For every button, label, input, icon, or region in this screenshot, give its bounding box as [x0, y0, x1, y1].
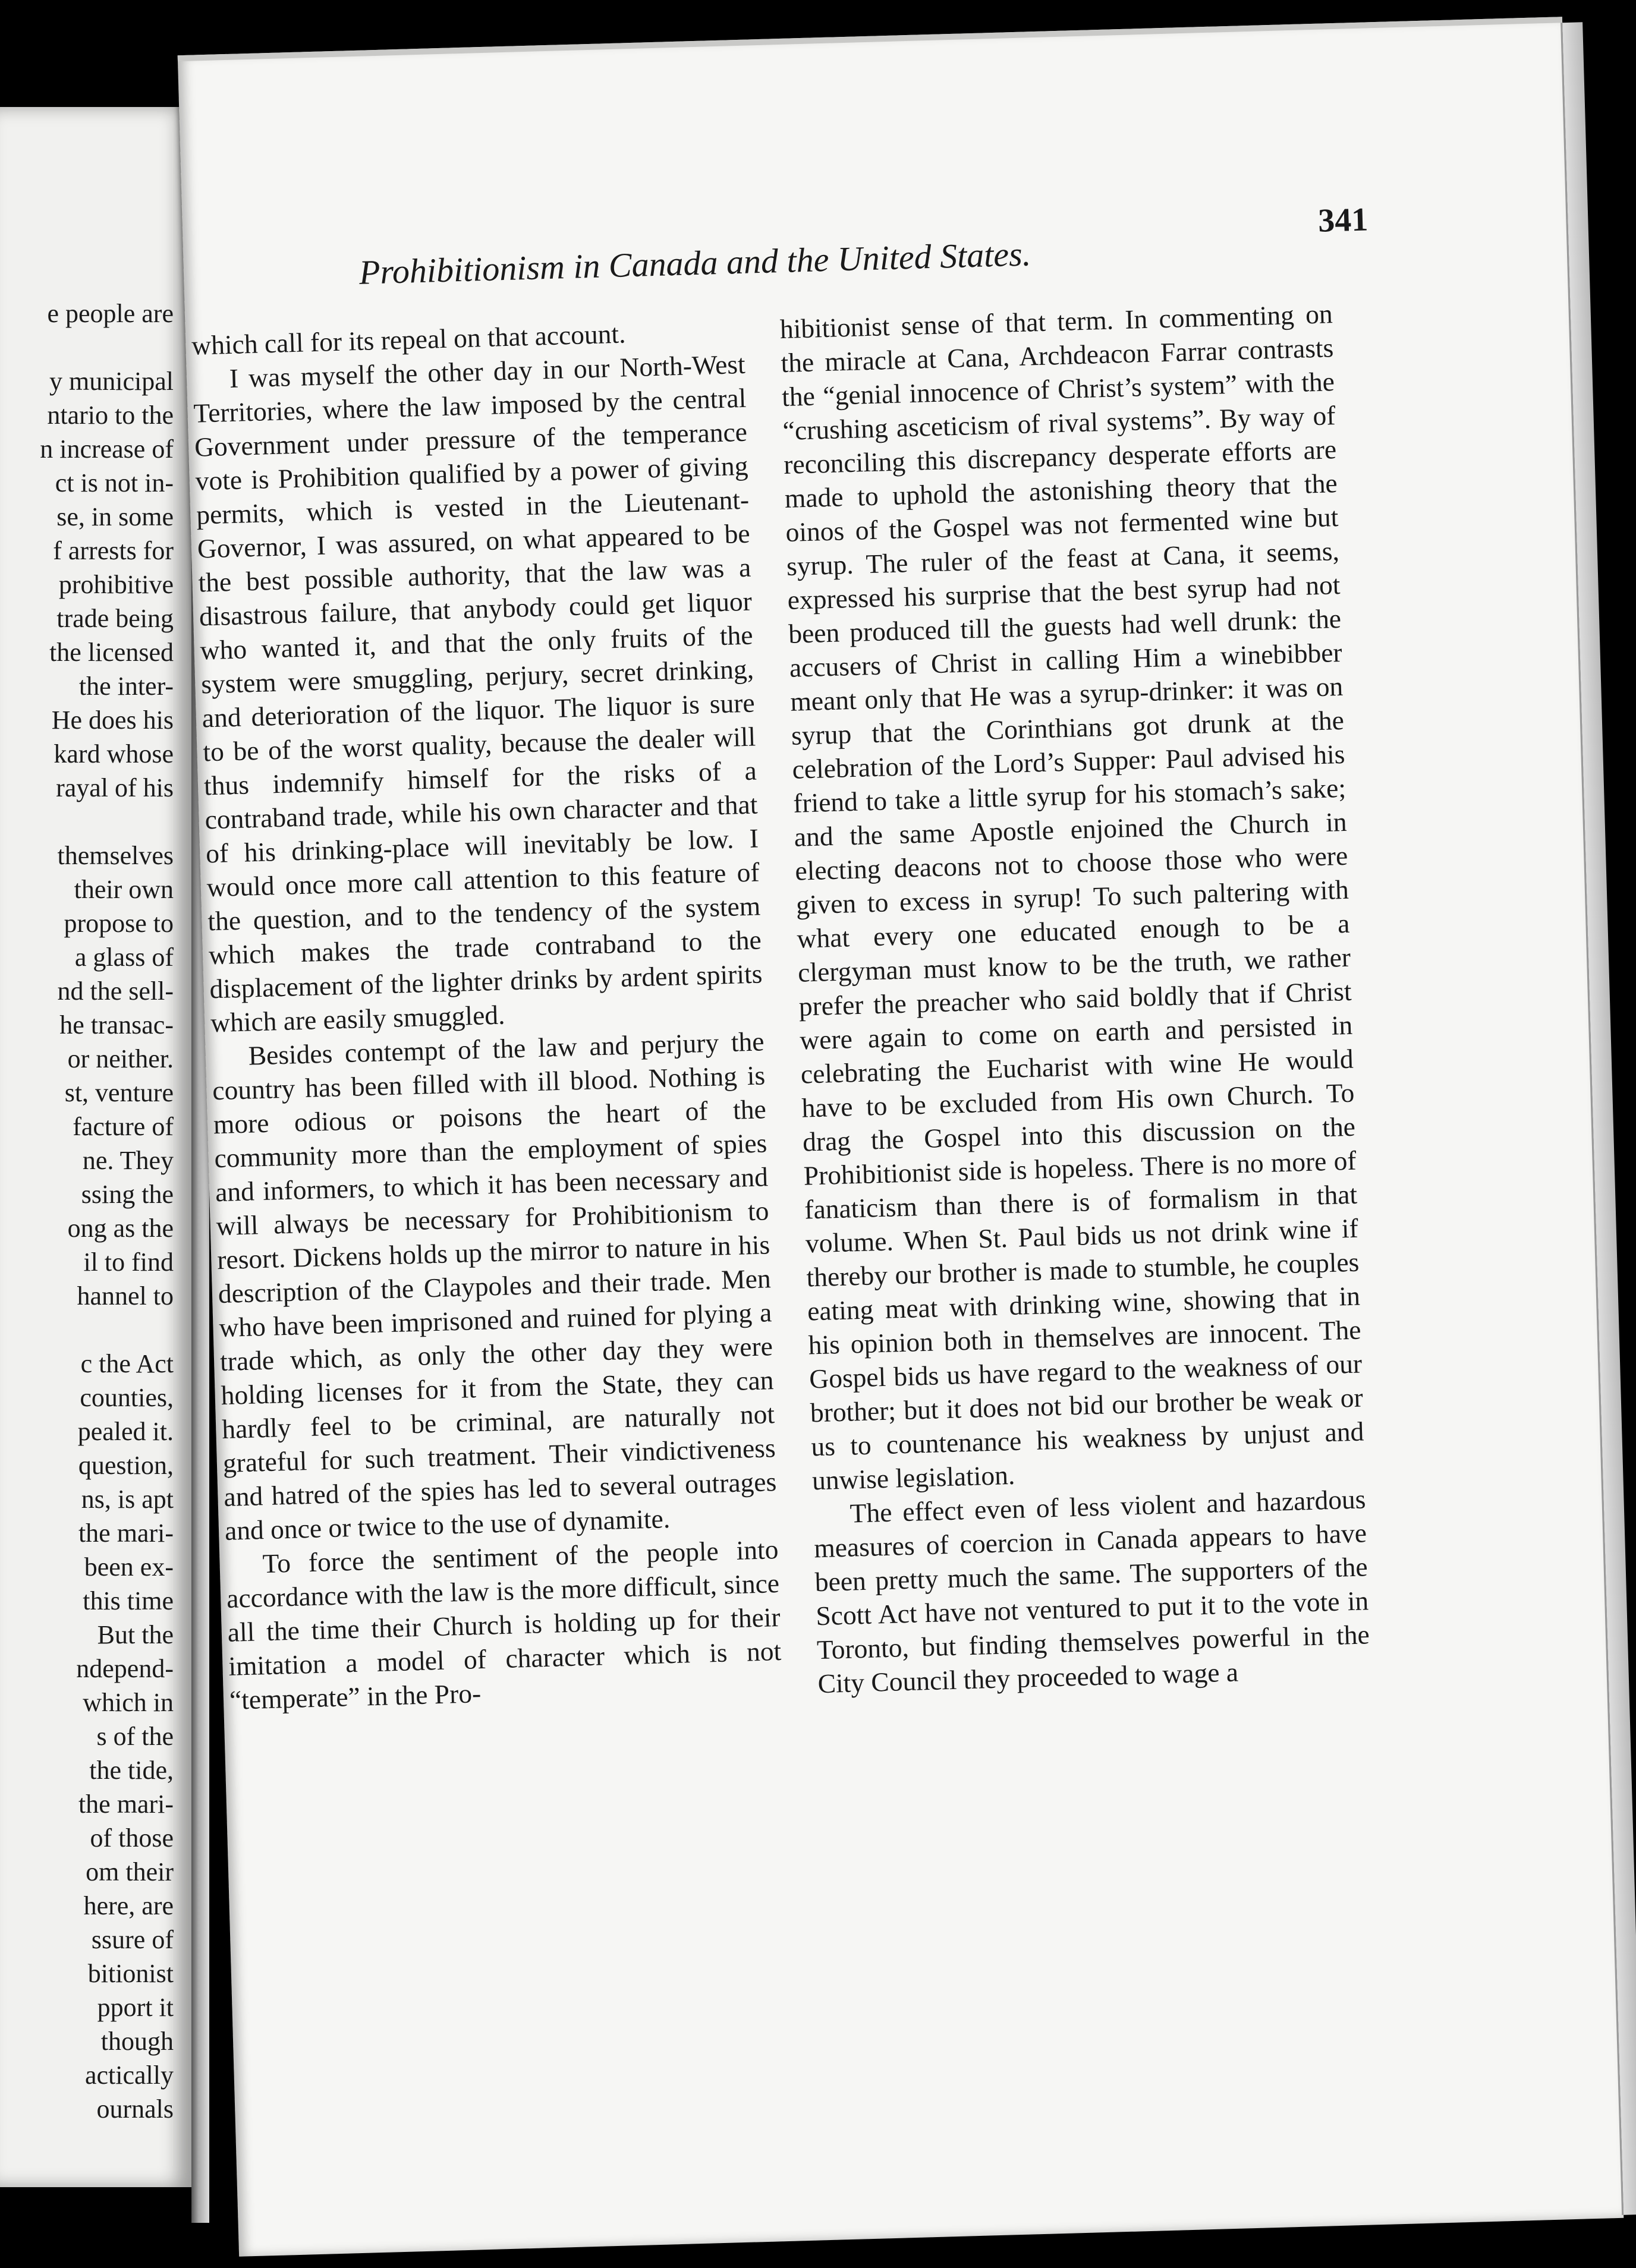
- paragraph: which call for its repeal on that account.: [191, 318, 627, 361]
- text-column-right: [779, 297, 1371, 1700]
- fragment-line: pealed it.: [77, 1417, 174, 1446]
- fragment-line: kard whose: [54, 739, 174, 768]
- page-edge: [1561, 22, 1636, 2215]
- fragment-line: the mari-: [78, 1519, 174, 1548]
- fragment-line: or neither.: [67, 1044, 174, 1073]
- fragment-line: s of the: [96, 1722, 174, 1751]
- fragment-line: question,: [78, 1451, 174, 1480]
- fragment-line: counties,: [80, 1383, 174, 1412]
- fragment-line: of those: [90, 1823, 174, 1853]
- page-top-edge: [178, 17, 1562, 61]
- fragment-line: y municipal: [49, 367, 174, 396]
- paragraph: The effect even of less violent and hazardous measures of coercion in Canada appears to have been pretty much the same. The supporters of the Scott Act have not ventured to put it to the vote in Toronto, but finding themselves powerful in the City Council they proceeded to wage a: [813, 1483, 1370, 1699]
- paragraph: Besides contempt of the law and perjury the country has been filled with ill blood. Nothing is more odious or poisons the heart of the community more than the employment of spies and informers, to which it has been necessary and will always be necessary for Prohibitionism to resort. Dickens holds up the mirror to nature in his description of the Claypoles and their trade. Men who have been imprisoned and ruined for plying a trade which, as only the other day they were holding licenses for it from the State, they can hardly feel to be criminal, are naturally not grateful for such treatment. Their vindictiveness and hatred of the spies has led to several outrages and once or twice to the use of dynamite.: [212, 1026, 777, 1546]
- fragment-line: ndepend-: [76, 1654, 174, 1683]
- text-column-left: [191, 313, 783, 1717]
- fragment-line: se, in some: [56, 502, 174, 531]
- fragment-line: this time: [83, 1586, 174, 1615]
- paragraph: I was myself the other day in our North-West Territories, where the law imposed by the central Government under pressure of the temperance vote is Prohibition qualified by a power of giving permits, which is vested in the Lieutenant-Governor, I was assured, on what appeared to be the best possible authority, that the law was a disastrous failure, that anybody could get liquor who wanted it, and that the only fruits of the system were smuggling, perjury, secret drinking, and deterioration of the liquor. The liquor is sure to be of the worst quality, because the dealer will thus indemnify himself for the risks of a contraband trade, while his own character and that of his drinking-place will inevitably be low. I would once more call attention to this feature of the question, and to the tendency of the system which makes the trade contraband to the displacement of the lighter drinks by ardent spirits which are easily smuggled.: [193, 348, 763, 1038]
- fragment-line: ong as the: [67, 1214, 174, 1243]
- running-head: Prohibitionism in Canada and the United States.: [358, 234, 1031, 292]
- fragment-line: ne. They: [82, 1146, 174, 1175]
- fragment-line: ssure of: [91, 1925, 174, 1954]
- fragment-line: which in: [83, 1688, 174, 1717]
- fragment-line: il to find: [83, 1248, 174, 1277]
- fragment-line: ssing the: [81, 1180, 174, 1209]
- paragraph: hibitionist sense of that term. In commenting on the miracle at Cana, Archdeacon Farrar contrasts the “genial innocence of Christ’s system” with the “crushing asceticism of rival systems”. By way of reconciling this discrepancy desperate efforts are made to uphold the astonishing theory that the oinos of the Gospel was not fermented wine but syrup. The ruler of the feast at Cana, it seems, expressed his surprise that the best syrup had not been produced till the guests had well drunk: the accusers of Christ in calling Him a winebibber meant only that He was a syrup-drinker: it was on syrup that the Corinthians got drunk at the celebration of the Lord’s Supper: Paul advised his friend to take a little syrup for his stomach’s sake; and the same Apostle enjoined the Church in electing deacons not to choose those who were given to excess in syrup! To such paltering with what every one educated enough to be a clergyman must know to be the truth, we rather prefer the preacher who said boldly that if Christ were again to come on earth and persisted in celebrating the Eucharist with wine He would have to be excluded from His own Church. To drag the Gospel into this discussion on the Prohibitionist side is hopeless. There is no more of fanaticism than there is of formalism in that volume. When St. Paul bids us not drink wine if thereby our brother is made to stumble, he couples eating meat with drinking wine, showing that in his opinion both in themselves are innocent. The Gospel bids us have regard to the weakness of our brother; but it does not bid our brother be weak or us to countenance his weakness by unjust and unwise legislation.: [779, 298, 1364, 1496]
- fragment-line: actically: [84, 2061, 174, 2090]
- fragment-line: their own: [74, 875, 174, 904]
- fragment-line: propose to: [64, 909, 174, 938]
- fragment-line: nd the sell-: [57, 976, 174, 1006]
- fragment-line: st, venture: [64, 1078, 174, 1107]
- fragment-line: been ex-: [84, 1552, 174, 1582]
- fragment-line: f arrests for: [53, 536, 174, 565]
- fragment-line: the mari-: [78, 1790, 174, 1819]
- fragment-line: the inter-: [78, 672, 174, 701]
- fragment-line: hannel to: [77, 1281, 174, 1311]
- fragment-line: n increase of: [40, 434, 174, 464]
- fragment-line: a glass of: [74, 943, 174, 972]
- paragraph: To force the sentiment of the people into accordance with the law is the more difficult, since all the time their Church is holding up for their imitation a model of character which is not “temperate” in the Pro-: [226, 1534, 782, 1715]
- fragment-line: facture of: [73, 1112, 174, 1141]
- fragment-line: ntario to the: [47, 401, 174, 430]
- book-page: [178, 17, 1624, 2257]
- fragment-line: rayal of his: [56, 773, 174, 802]
- fragment-line: the licensed: [49, 638, 174, 667]
- fragment-line: ournals: [96, 2094, 174, 2124]
- fragment-line: ct is not in-: [55, 468, 174, 497]
- fragment-line: trade being: [56, 604, 174, 633]
- fragment-line: But the: [97, 1620, 174, 1649]
- fragment-line: om their: [86, 1857, 174, 1886]
- fragment-line: here, are: [83, 1891, 174, 1920]
- fragment-line: though: [100, 2027, 174, 2056]
- fragment-line: pport it: [97, 1993, 174, 2022]
- previous-page-fragment: [0, 107, 191, 2187]
- fragment-line: he transac-: [59, 1010, 174, 1040]
- fragment-line: e people are: [47, 299, 174, 328]
- fragment-line: ns, is apt: [81, 1485, 174, 1514]
- fragment-line: prohibitive: [58, 570, 174, 599]
- fragment-line: themselves: [57, 841, 174, 870]
- fragment-line: bitionist: [87, 1959, 174, 1988]
- page-number: 341: [1317, 201, 1369, 240]
- fragment-line: c the Act: [80, 1349, 174, 1378]
- fragment-line: He does his: [51, 705, 174, 735]
- fragment-line: the tide,: [89, 1756, 174, 1785]
